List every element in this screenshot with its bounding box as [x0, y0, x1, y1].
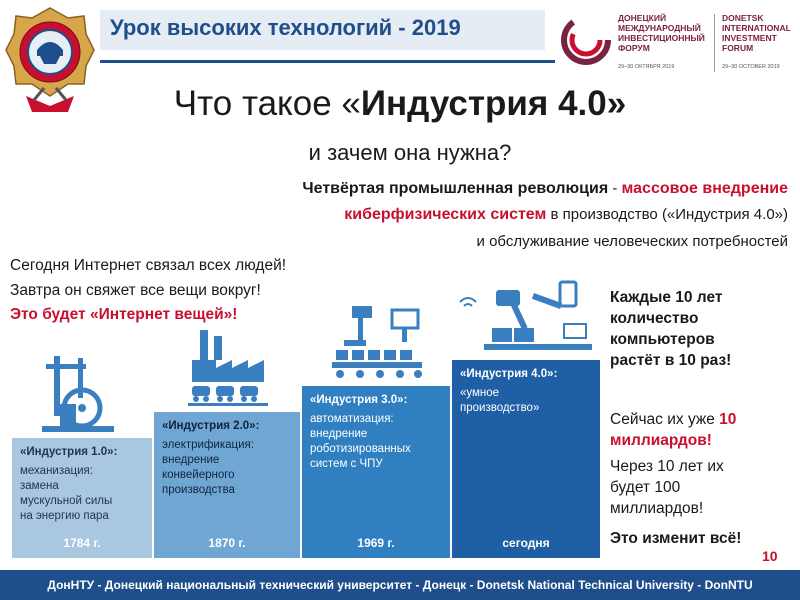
stage-title: «Индустрия 4.0»: — [460, 368, 558, 380]
intro-line-3: Это будет «Интернет вещей»! — [10, 306, 238, 323]
page-subtitle: и зачем она нужна? — [308, 140, 512, 165]
banner-title: Урок высоких технологий - 2019 — [110, 15, 461, 40]
stage-industry-1 — [12, 438, 152, 558]
definition-term: Четвёртая промышленная революция — [302, 180, 609, 197]
steam-machine-icon — [38, 350, 118, 434]
stage-industry-3 — [302, 386, 450, 558]
computers-now-unit: миллиардов! — [610, 432, 712, 449]
stage-title: «Индустрия 2.0»: — [162, 420, 260, 432]
computers-growth-text: Каждые 10 лет количество компьютеров растёт в 10 раз! — [610, 289, 732, 369]
stage-year: сегодня — [502, 536, 550, 550]
stage-year: 1870 г. — [208, 536, 246, 550]
header-rule — [100, 60, 555, 63]
footer-bar — [0, 570, 800, 600]
definition-highlight-1: массовое внедрение — [621, 180, 788, 197]
footer-text: ДонНТУ - Донецкий национальный технический университет - Донецк - Donetsk National Technical University - DonNTU — [47, 578, 753, 592]
intro-line-2: Завтра он свяжет все вещи вокруг! — [10, 282, 261, 299]
computers-now-count: 10 — [719, 411, 737, 428]
forum-name-en: DONETSK INTERNATIONAL INVESTMENT FORUM — [722, 13, 791, 53]
stage-title: «Индустрия 1.0»: — [20, 446, 118, 458]
forum-logo — [560, 10, 796, 76]
intro-line-1: Сегодня Интернет связал всех людей! — [10, 257, 287, 274]
stage-year: 1784 г. — [63, 536, 101, 550]
stage-title: «Индустрия 3.0»: — [310, 394, 408, 406]
conclusion-text: Это изменит всё! — [610, 530, 742, 547]
stage-description: автоматизация: внедрение роботизированных систем с ЧПУ — [310, 413, 411, 470]
factory-icon — [186, 328, 270, 408]
title-bold: Индустрия 4.0 — [360, 84, 607, 123]
definition-tail: в производство («Индустрия 4.0») — [546, 206, 788, 223]
smart-factory-icon — [456, 272, 596, 356]
forum-divider — [714, 14, 715, 72]
computers-now-prefix: Сейчас их уже — [610, 411, 720, 428]
stage-description: электрификация: внедрение конвейерного производства — [162, 439, 254, 496]
stage-description: механизация: замена мускульной силы на энергию пара — [20, 465, 113, 522]
stage-description: «умное производство» — [460, 387, 540, 414]
page-title — [0, 84, 800, 124]
robot-assembly-line-icon — [330, 300, 430, 384]
computers-now-text — [610, 409, 736, 451]
forum-date-ru: 29–30 ОКТЯБРЯ 2019 — [618, 64, 675, 70]
stage-industry-4 — [452, 360, 600, 558]
forum-date-en: 29–30 OCTOBER 2019 — [722, 64, 780, 70]
stage-industry-2 — [154, 412, 300, 558]
definition-line-1 — [302, 180, 788, 198]
forum-logo-icon — [560, 14, 612, 66]
definition-line-3: и обслуживание человеческих потребностей — [476, 233, 788, 250]
slide-number: 10 — [762, 548, 778, 564]
definition-line-2 — [344, 206, 788, 224]
definition-highlight-2: киберфизических систем — [344, 206, 547, 223]
computers-future-text: Через 10 лет их будет 100 миллиардов! — [610, 458, 724, 517]
forum-name-ru: ДОНЕЦКИЙ МЕЖДУНАРОДНЫЙ ИНВЕСТИЦИОННЫЙ ФОРУМ — [618, 13, 705, 53]
title-prefix: Что такое « — [173, 84, 361, 123]
definition-dash: - — [608, 180, 622, 197]
stage-year: 1969 г. — [357, 536, 395, 550]
title-suffix: » — [606, 84, 627, 123]
